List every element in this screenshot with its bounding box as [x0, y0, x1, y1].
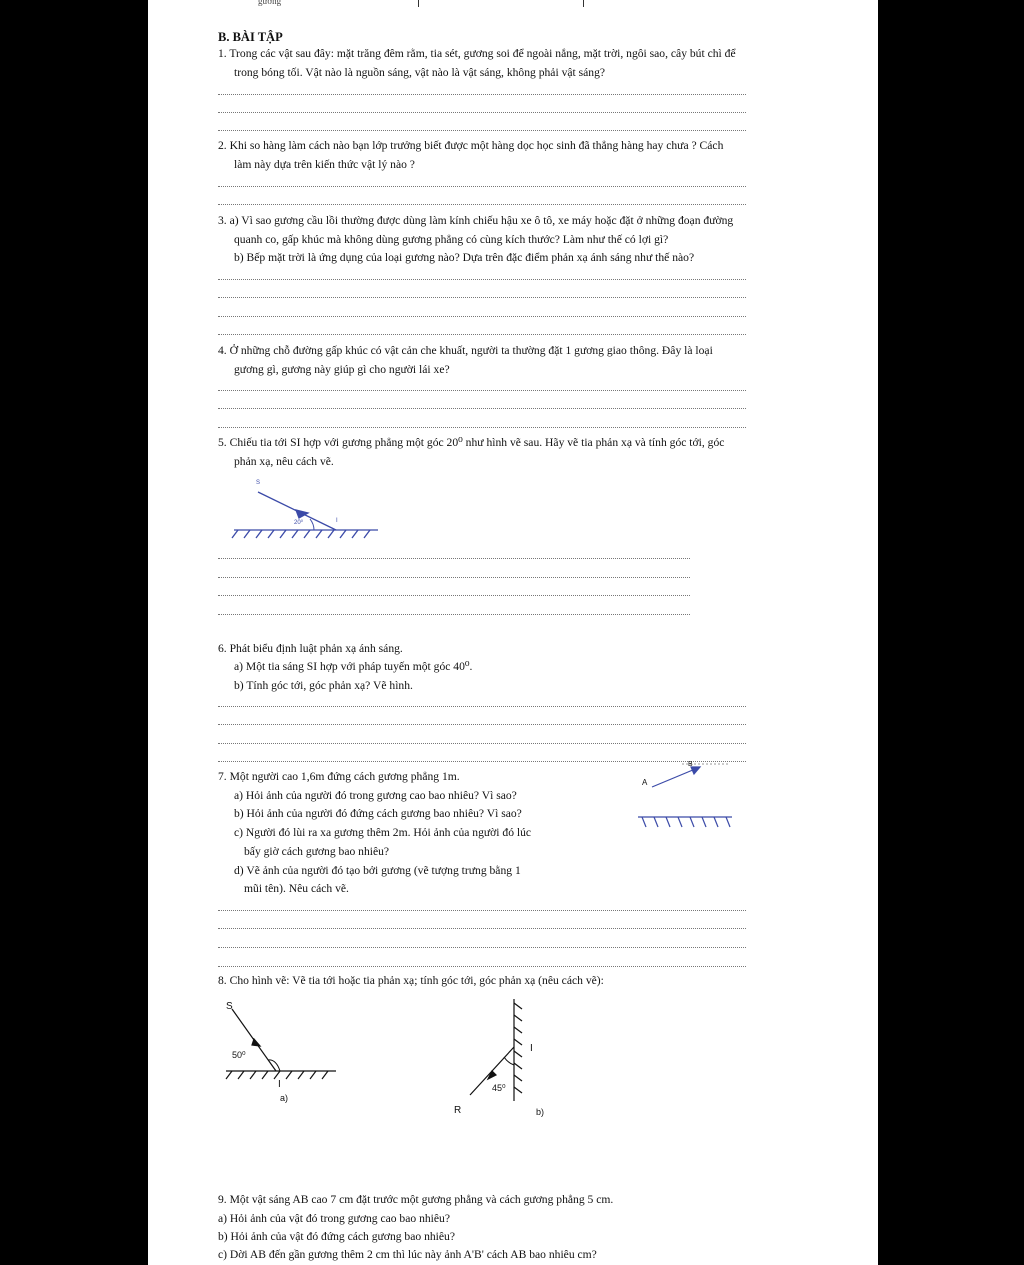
- top-text-fragment: gương: [258, 0, 282, 6]
- answer-line: [218, 910, 746, 911]
- question-6-line-1: 6. Phát biểu định luật phản xạ ánh sáng.: [218, 642, 403, 655]
- question-3-line-2: quanh co, gấp khúc mà không dùng gương phẳng có cùng kích thước? Làm như thế có lợi gì?: [234, 233, 669, 246]
- question-9-line-4: c) Dời AB đến gần gương thêm 2 cm thì lúc này ảnh A'B' cách AB bao nhiêu cm?: [218, 1248, 597, 1261]
- label-r: R: [454, 1105, 462, 1116]
- question-7-line-2: a) Hỏi ảnh của người đó trong gương cao bao nhiêu? Vì sao?: [234, 789, 517, 802]
- answer-line: [218, 558, 690, 559]
- label-b: B: [688, 761, 693, 768]
- question-6-line-2: a) Một tia sáng SI hợp với pháp tuyến một góc 40⁰.: [234, 660, 473, 673]
- question-3-line-3: b) Bếp mặt trời là ứng dụng của loại gương nào? Dựa trên đặc điểm phản xạ ánh sáng như thế nào?: [234, 251, 695, 264]
- worksheet-page: [148, 0, 878, 1265]
- question-7-line-1: 7. Một người cao 1,6m đứng cách gương phẳng 1m.: [218, 770, 460, 783]
- question-7-line-3: b) Hỏi ảnh của người đó đứng cách gương bao nhiêu? Vì sao?: [234, 807, 522, 820]
- answer-line: [218, 724, 746, 725]
- question-2-line-2: làm này dựa trên kiến thức vật lý nào ?: [234, 158, 415, 171]
- figure-q5-mirror-ray: [228, 472, 388, 547]
- figure-q8a: [218, 995, 348, 1110]
- answer-line: [218, 297, 746, 298]
- question-3-line-1: 3. a) Vì sao gương cầu lồi thường được dùng làm kính chiếu hậu xe ô tô, xe máy hoặc đặt ở những đoạn đường: [218, 214, 734, 227]
- answer-line: [218, 427, 746, 428]
- question-1-line-1: 1. Trong các vật sau đây: mặt trăng đêm rằm, tia sét, gương soi để ngoài nắng, mặt trời, ngôi sao, cây bút chì để: [218, 47, 736, 60]
- answer-line: [218, 947, 746, 948]
- answer-line: [218, 279, 746, 280]
- answer-line: [218, 614, 690, 615]
- question-9-line-3: b) Hỏi ảnh của vật đó đứng cách gương bao nhiêu?: [218, 1230, 455, 1243]
- label-angle-45: 45⁰: [492, 1083, 506, 1093]
- question-4-line-2: gương gì, gương này giúp gì cho người lái xe?: [234, 363, 450, 376]
- question-7-line-5: bấy giờ cách gương bao nhiêu?: [244, 845, 390, 858]
- answer-line: [218, 186, 746, 187]
- answer-line: [218, 577, 690, 578]
- question-8-line-1: 8. Cho hình vẽ: Vẽ tia tới hoặc tia phản xạ; tính góc tới, góc phản xạ (nêu cách vẽ):: [218, 974, 604, 987]
- answer-line: [218, 316, 746, 317]
- section-title: B. BÀI TẬP: [218, 30, 283, 44]
- answer-line: [218, 706, 746, 707]
- question-9-line-2: a) Hỏi ảnh của vật đó trong gương cao bao nhiêu?: [218, 1212, 450, 1225]
- question-7-line-6: d) Vẽ ảnh của người đó tạo bởi gương (vẽ tượng trưng bằng 1: [234, 864, 521, 877]
- answer-line: [218, 204, 746, 205]
- figure-q8b: [448, 995, 558, 1120]
- answer-line: [218, 966, 746, 967]
- angle-arc: [504, 1057, 514, 1065]
- label-i: I: [336, 518, 338, 524]
- label-a: A: [642, 778, 648, 787]
- question-7-line-7: mũi tên). Nêu cách vẽ.: [244, 882, 349, 895]
- label-angle-50: 50⁰: [232, 1050, 246, 1060]
- question-7-line-4: c) Người đó lùi ra xa gương thêm 2m. Hỏi ảnh của người đó lúc: [234, 826, 532, 839]
- ray-arrowhead: [488, 1071, 496, 1079]
- question-5-line-2: phản xạ, nêu cách vẽ.: [234, 455, 334, 468]
- answer-line: [218, 94, 746, 95]
- label-angle-20: 20⁰: [294, 520, 304, 526]
- question-4-line-1: 4. Ở những chỗ đường gấp khúc có vật cản che khuất, người ta thường đặt 1 gương giao thông. Đây là loại: [218, 344, 713, 357]
- figure-q7-object-mirror: [628, 755, 748, 835]
- ray-arrowhead: [252, 1039, 260, 1046]
- caption-b: b): [536, 1107, 545, 1117]
- answer-line: [218, 130, 746, 131]
- arrowhead: [691, 767, 700, 774]
- question-1-line-2: trong bóng tối. Vật nào là nguồn sáng, vật nào là vật sáng, không phải vật sáng?: [234, 66, 606, 79]
- question-2-line-1: 2. Khi so hàng làm cách nào bạn lớp trưởng biết được một hàng dọc học sinh đã thẳng hàng hay chưa ? Cách: [218, 139, 724, 152]
- label-i: I: [278, 1079, 281, 1090]
- question-9-line-1: 9. Một vật sáng AB cao 7 cm đặt trước một gương phẳng và cách gương phẳng 5 cm.: [218, 1193, 614, 1206]
- answer-line: [218, 408, 746, 409]
- label-s: S: [226, 1001, 233, 1012]
- angle-arc: [310, 519, 314, 530]
- label-s: S: [256, 480, 261, 486]
- answer-line: [218, 928, 746, 929]
- table-border-tick: [418, 0, 419, 7]
- question-6-line-3: b) Tính góc tới, góc phản xạ? Vẽ hình.: [234, 679, 413, 692]
- question-5-line-1: 5. Chiếu tia tới SI hợp với gương phẳng một góc 20⁰ như hình vẽ sau. Hãy vẽ tia phản xạ và tính góc tới, góc: [218, 436, 725, 449]
- answer-line: [218, 112, 746, 113]
- answer-line: [218, 334, 746, 335]
- answer-line: [218, 595, 690, 596]
- caption-a: a): [280, 1093, 289, 1103]
- table-border-tick: [583, 0, 584, 7]
- ray-arrowhead: [296, 510, 308, 518]
- answer-line: [218, 390, 746, 391]
- answer-line: [218, 743, 746, 744]
- label-i: I: [530, 1043, 533, 1054]
